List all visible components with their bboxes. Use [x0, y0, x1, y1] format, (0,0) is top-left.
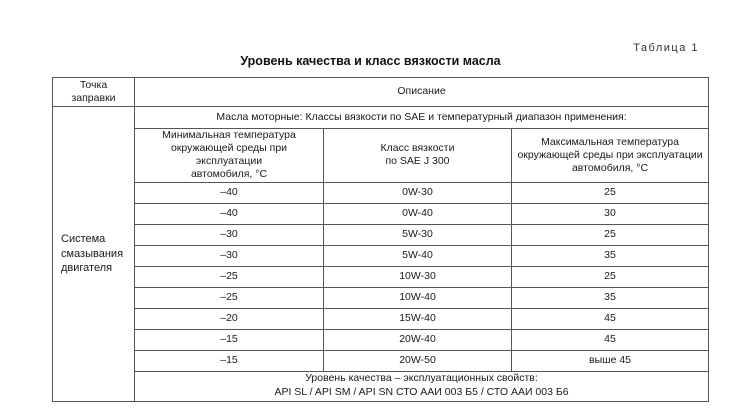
table-row	[53, 182, 709, 203]
quality-level-row	[53, 371, 709, 401]
sae-class-cell: 0W-40	[324, 203, 512, 224]
table-row	[53, 203, 709, 224]
header-description-cell: Описание	[135, 78, 709, 107]
sae-class-cell: 20W-50	[324, 350, 512, 371]
max-temp-cell: 35	[512, 287, 709, 308]
min-temp-cell: –40	[135, 182, 324, 203]
table-header-row	[53, 78, 709, 107]
max-temp-cell: 35	[512, 245, 709, 266]
header-point-cell: Точка заправки	[53, 78, 135, 107]
table-row	[53, 350, 709, 371]
max-temp-cell: 45	[512, 329, 709, 350]
lubrication-system-cell: Система смазывания двигателя	[53, 107, 135, 402]
column-sae-class-header: Класс вязкости по SAE J 300	[324, 129, 512, 183]
max-temp-cell: 30	[512, 203, 709, 224]
table-row	[53, 329, 709, 350]
table-row	[53, 266, 709, 287]
oil-quality-table	[52, 77, 709, 402]
table-row	[53, 245, 709, 266]
max-temp-cell: 25	[512, 182, 709, 203]
sae-class-cell: 0W-30	[324, 182, 512, 203]
sae-class-cell: 20W-40	[324, 329, 512, 350]
min-temp-cell: –20	[135, 308, 324, 329]
min-temp-cell: –25	[135, 287, 324, 308]
subheader-row	[53, 107, 709, 129]
quality-level-cell: Уровень качества – эксплуатационных свойств: API SL / API SM / API SN СТО ААИ 003 Б5 / СТО ААИ 003 Б6	[135, 371, 709, 401]
sae-class-cell: 10W-40	[324, 287, 512, 308]
sae-class-cell: 5W-30	[324, 224, 512, 245]
max-temp-cell: 45	[512, 308, 709, 329]
table-number-label: Таблица 1	[633, 42, 699, 54]
max-temp-cell: выше 45	[512, 350, 709, 371]
min-temp-cell: –15	[135, 350, 324, 371]
column-header-row	[53, 129, 709, 183]
column-min-temp-header: Минимальная температура окружающей среды при эксплуатации автомобиля, °С	[135, 129, 324, 183]
table-row	[53, 287, 709, 308]
sae-class-cell: 5W-40	[324, 245, 512, 266]
max-temp-cell: 25	[512, 266, 709, 287]
min-temp-cell: –25	[135, 266, 324, 287]
column-max-temp-header: Максимальная температура окружающей среды при эксплуатации автомобиля, °С	[512, 129, 709, 183]
min-temp-cell: –30	[135, 224, 324, 245]
sae-class-cell: 15W-40	[324, 308, 512, 329]
sae-class-cell: 10W-30	[324, 266, 512, 287]
min-temp-cell: –40	[135, 203, 324, 224]
subheader-cell: Масла моторные: Классы вязкости по SAE и температурный диапазон применения:	[135, 107, 709, 129]
table-row	[53, 224, 709, 245]
min-temp-cell: –30	[135, 245, 324, 266]
table-row	[53, 308, 709, 329]
max-temp-cell: 25	[512, 224, 709, 245]
document-title: Уровень качества и класс вязкости масла	[240, 54, 501, 68]
min-temp-cell: –15	[135, 329, 324, 350]
